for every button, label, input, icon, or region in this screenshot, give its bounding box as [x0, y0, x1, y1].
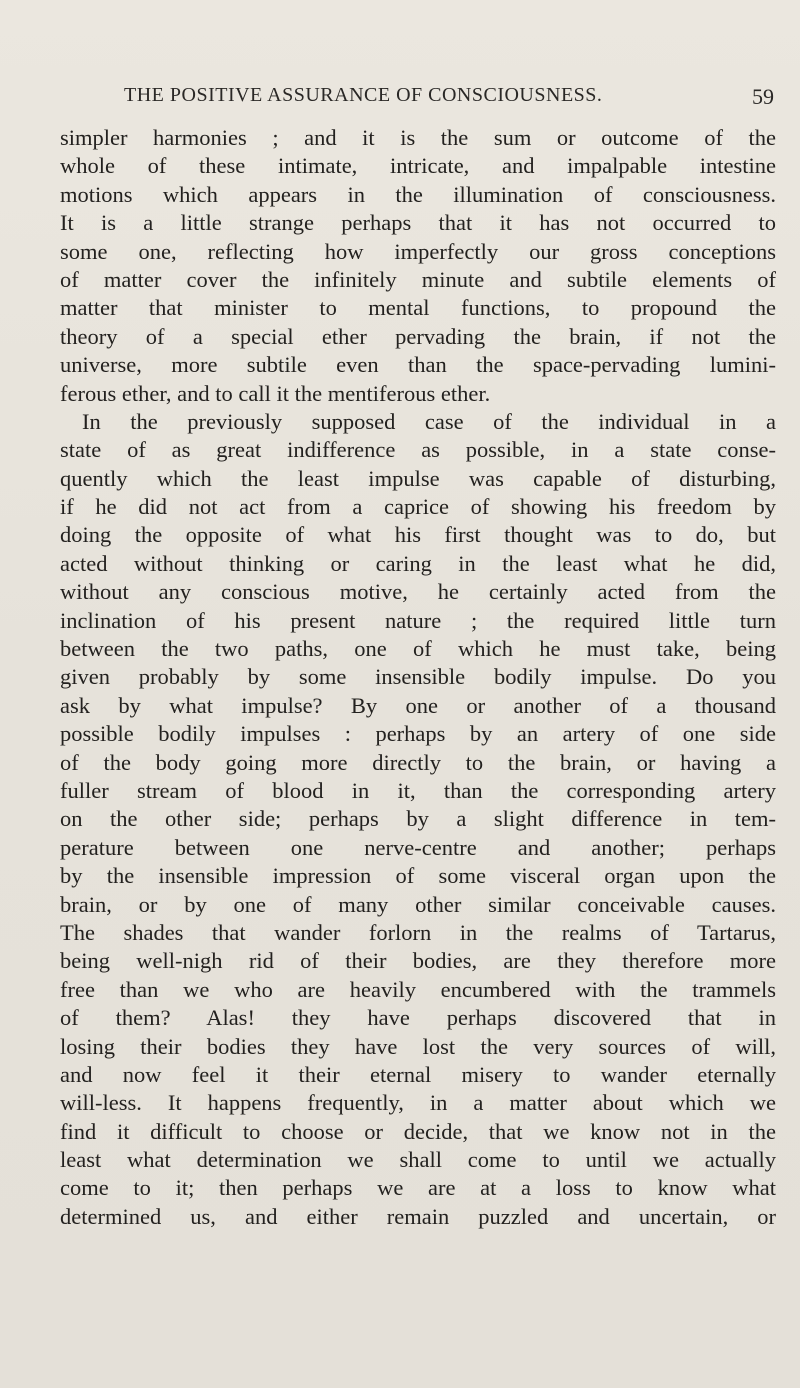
- body-text: [60, 124, 776, 1231]
- text-line: determined us, and either remain puzzled and uncertain, or: [60, 1203, 776, 1229]
- text-line: will-less. It happens frequently, in a matter about which we: [60, 1090, 776, 1116]
- text-line: on the other side; perhaps by a slight difference in tem-: [60, 806, 776, 832]
- text-line: It is a little strange perhaps that it has not occurred to: [60, 210, 776, 236]
- text-line: least what determination we shall come to until we actually: [60, 1147, 776, 1173]
- text-line: some one, reflecting how imperfectly our gross conceptions: [60, 238, 776, 264]
- text-line: doing the opposite of what his first thought was to do, but: [60, 522, 776, 548]
- text-line: without any conscious motive, he certainly acted from the: [60, 579, 776, 605]
- text-line: perature between one nerve-centre and another; perhaps: [60, 834, 776, 860]
- text-line: of them? Alas! they have perhaps discovered that in: [60, 1005, 776, 1031]
- text-line: The shades that wander forlorn in the realms of Tartarus,: [60, 919, 776, 945]
- text-line: motions which appears in the illumination of consciousness.: [60, 181, 776, 207]
- text-line: and now feel it their eternal misery to wander eternally: [60, 1061, 776, 1087]
- text-line: free than we who are heavily encumbered with the trammels: [60, 976, 776, 1002]
- text-line: of matter cover the infinitely minute and subtile elements of: [60, 266, 776, 292]
- text-line: matter that minister to mental functions, to propound the: [60, 295, 776, 321]
- text-line: given probably by some insensible bodily impulse. Do you: [60, 664, 776, 690]
- text-line: find it difficult to choose or decide, that we know not in the: [60, 1118, 776, 1144]
- text-line: if he did not act from a caprice of showing his freedom by: [60, 494, 776, 520]
- text-line: between the two paths, one of which he must take, being: [60, 636, 776, 662]
- text-line: universe, more subtile even than the space-pervading lumini-: [60, 352, 776, 378]
- text-line: ferous ether, and to call it the mentiferous ether.: [60, 380, 491, 406]
- text-line: theory of a special ether pervading the brain, if not the: [60, 323, 776, 349]
- running-title: THE POSITIVE ASSURANCE OF CONSCIOUSNESS.: [124, 84, 603, 106]
- text-line: come to it; then perhaps we are at a loss to know what: [60, 1175, 776, 1201]
- text-line: simpler harmonies ; and it is the sum or outcome of the: [60, 125, 776, 150]
- text-line: being well-nigh rid of their bodies, are they therefore more: [60, 948, 776, 974]
- text-line: of the body going more directly to the brain, or having a: [60, 749, 776, 775]
- page-number: 59: [752, 84, 774, 109]
- text-line: possible bodily impulses : perhaps by an artery of one side: [60, 721, 776, 747]
- text-line: quently which the least impulse was capable of disturbing,: [60, 465, 776, 491]
- text-line: brain, or by one of many other similar conceivable causes.: [60, 891, 776, 917]
- text-line: inclination of his present nature ; the required little turn: [60, 607, 776, 633]
- text-line: acted without thinking or caring in the least what he did,: [60, 550, 776, 576]
- text-line: state of as great indifference as possible, in a state conse-: [60, 437, 776, 463]
- text-line: losing their bodies they have lost the very sources of will,: [60, 1033, 776, 1059]
- text-line: ask by what impulse? By one or another of a thousand: [60, 692, 776, 718]
- text-line: In the previously supposed case of the individual in a: [82, 408, 776, 434]
- text-line: fuller stream of blood in it, than the corresponding artery: [60, 777, 776, 803]
- text-line: by the insensible impression of some visceral organ upon the: [60, 863, 776, 889]
- text-line: whole of these intimate, intricate, and impalpable intestine: [60, 153, 776, 179]
